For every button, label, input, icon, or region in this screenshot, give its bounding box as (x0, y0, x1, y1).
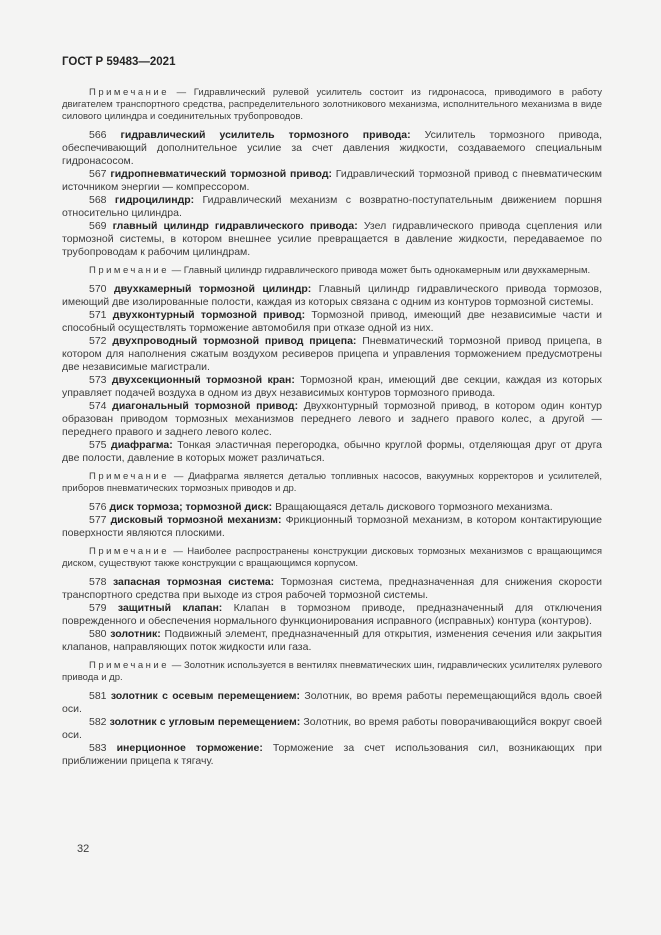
note-paragraph: Примечание — Золотник используется в вентилях пневматических шин, гидравлических усилителях рулевого привода и др. (62, 660, 602, 683)
term-number: 575 (89, 439, 112, 451)
term-paragraph: 574 диагональный тормозной привод: Двухконтурный тормозной привод, в котором один контур образован приводом тормозных механизмов переднего левого и заднего правого колес, а другой — переднего правого и заднего левого колес. (62, 400, 603, 438)
term-name: двухконтурный тормозной привод: (112, 309, 306, 321)
term-paragraph: 575 диафрагма: Тонкая эластичная перегородка, обычно круглой формы, отделяющая друг от друга две полости, давление в которых может различаться. (62, 439, 603, 464)
term-name: главный цилиндр гидравлического привода: (112, 220, 358, 232)
term-paragraph: 579 защитный клапан: Клапан в тормозном приводе, предназначенный для отключения поврежденного и обеспечения нормального функционирования исправного (исправных) контура (контуров). (62, 602, 602, 627)
term-name: гидравлический усилитель тормозного привода: (120, 129, 411, 141)
term-paragraph: 577 дисковый тормозной механизм: Фрикционный тормозной механизм, в котором контактирующие поверхности являются плоскими. (62, 514, 603, 539)
term-name: гидроцилиндр: (114, 194, 195, 206)
term-number: 580 (89, 628, 111, 640)
term-name: дисковый тормозной механизм: (110, 514, 282, 526)
term-number: 582 (89, 716, 110, 728)
term-number: 568 (89, 194, 115, 206)
term-number: 574 (89, 400, 113, 412)
term-number: 571 (89, 309, 113, 321)
term-paragraph: 572 двухпроводный тормозной привод прицепа: Пневматический тормозной привод прицепа, в котором для наполнения сжатым воздухом ресиверов прицепа и управления торможением предусмотрены две независимые магистрали. (62, 335, 602, 373)
term-number: 569 (89, 220, 113, 232)
term-number: 572 (89, 335, 113, 347)
term-name: двухсекционный тормозной кран: (111, 374, 295, 386)
term-name: инерционное торможение: (116, 742, 263, 754)
term-name: защитный клапан: (117, 602, 223, 614)
term-name: запасная тормозная система: (112, 576, 275, 588)
term-paragraph: 570 двухкамерный тормозной цилиндр: Главный цилиндр гидравлического привода тормозов, имеющий две изолированные полости, каждая из которых связана с одним из контуров тормозной системы. (62, 283, 602, 308)
term-number: 579 (89, 602, 118, 614)
term-number: 570 (89, 283, 114, 295)
term-name: гидропневматический тормозной привод: (110, 168, 332, 180)
page-number: 32 (77, 843, 90, 855)
term-paragraph: 583 инерционное торможение: Торможение за счет использования сил, возникающих при приближении прицепа к тягачу. (62, 742, 603, 767)
term-paragraph: 569 главный цилиндр гидравлического привода: Узел гидравлического привода сцепления или тормозной системы, в котором внешнее усилие превращается в давление жидкости, передаваемое по трубопроводам к рабочим цилиндрам. (62, 220, 603, 258)
term-number: 578 (89, 576, 113, 588)
note-paragraph: Примечание — Главный цилиндр гидравлического привода может быть однокамерным или двухкамерным. (89, 265, 591, 276)
note-label: Примечание (89, 471, 169, 482)
term-name: диск тормоза; тормозной диск: (109, 501, 273, 513)
term-name: диафрагма: (111, 439, 173, 451)
document-content (62, 87, 602, 768)
term-paragraph: 567 гидропневматический тормозной привод: Гидравлический тормозной привод с пневматическим источником энергии — компрессором. (62, 168, 603, 193)
term-number: 566 (89, 129, 121, 141)
term-number: 567 (89, 168, 111, 180)
term-paragraph: 582 золотник с угловым перемещением: Золотник, во время работы поворачивающийся вокруг своей оси. (62, 716, 603, 741)
term-paragraph: 566 гидравлический усилитель тормозного привода: Усилитель тормозного привода, обеспечивающий дополнительное усилие за счет давления жидкости, создаваемого специальным гидронасосом. (62, 129, 603, 167)
term-name: двухпроводный тормозной привод прицепа: (112, 335, 357, 347)
term-name: золотник с осевым перемещением: (110, 690, 301, 702)
note-label: Примечание (89, 87, 169, 98)
term-paragraph: 568 гидроцилиндр: Гидравлический механизм с возвратно-поступательным движением поршня относительно цилиндра. (62, 194, 602, 219)
note-paragraph: Примечание — Наиболее распространены конструкции дисковых тормозных механизмов с вращающимся диском, существуют также конструкции с вращающимся корпусом. (62, 546, 602, 569)
term-paragraph: 581 золотник с осевым перемещением: Золотник, во время работы перемещающийся вдоль своей оси. (62, 690, 603, 715)
document-header: ГОСТ Р 59483—2021 (62, 56, 176, 68)
term-number: 576 (89, 501, 110, 513)
note-paragraph: Примечание — Диафрагма является деталью топливных насосов, вакуумных корректоров и усилителей, приборов пневматических тормозных приводов и др. (62, 471, 602, 494)
note-paragraph: Примечание — Гидравлический рулевой усилитель состоит из гидронасоса, приводимого в работу двигателем транспортного средства, распределительного золотникового механизма, исполнительного механизма в виде силового цилиндра и соединительных трубопроводов. (62, 87, 602, 122)
note-label: Примечание (89, 265, 169, 276)
term-paragraph: 578 запасная тормозная система: Тормозная система, предназначенная для снижения скорости транспортного средства при выходе из строя рабочей тормозной системы. (62, 576, 602, 601)
term-number: 573 (89, 374, 112, 386)
term-paragraph: 576 диск тормоза; тормозной диск: Вращающаяся деталь дискового тормозного механизма. (89, 501, 553, 513)
term-name: золотник: (110, 628, 161, 640)
term-name: диагональный тормозной привод: (112, 400, 299, 412)
term-number: 581 (89, 690, 111, 702)
note-label: Примечание (89, 546, 169, 557)
term-number: 583 (89, 742, 117, 754)
note-label: Примечание (89, 660, 169, 671)
term-paragraph: 573 двухсекционный тормозной кран: Тормозной кран, имеющий две секции, каждая из которых управляет подачей воздуха в одном из двух независимых контуров тормозного привода. (62, 374, 602, 399)
term-paragraph: 580 золотник: Подвижный элемент, предназначенный для открытия, изменения сечения или закрытия клапанов, направляющих поток жидкости или газа. (62, 628, 602, 653)
term-name: двухкамерный тормозной цилиндр: (113, 283, 312, 295)
term-number: 577 (89, 514, 111, 526)
term-paragraph: 571 двухконтурный тормозной привод: Тормозной привод, имеющий две независимые части и способный осуществлять торможение автомобиля при отказе одной из них. (62, 309, 603, 334)
term-name: золотник с угловым перемещением: (109, 716, 301, 728)
